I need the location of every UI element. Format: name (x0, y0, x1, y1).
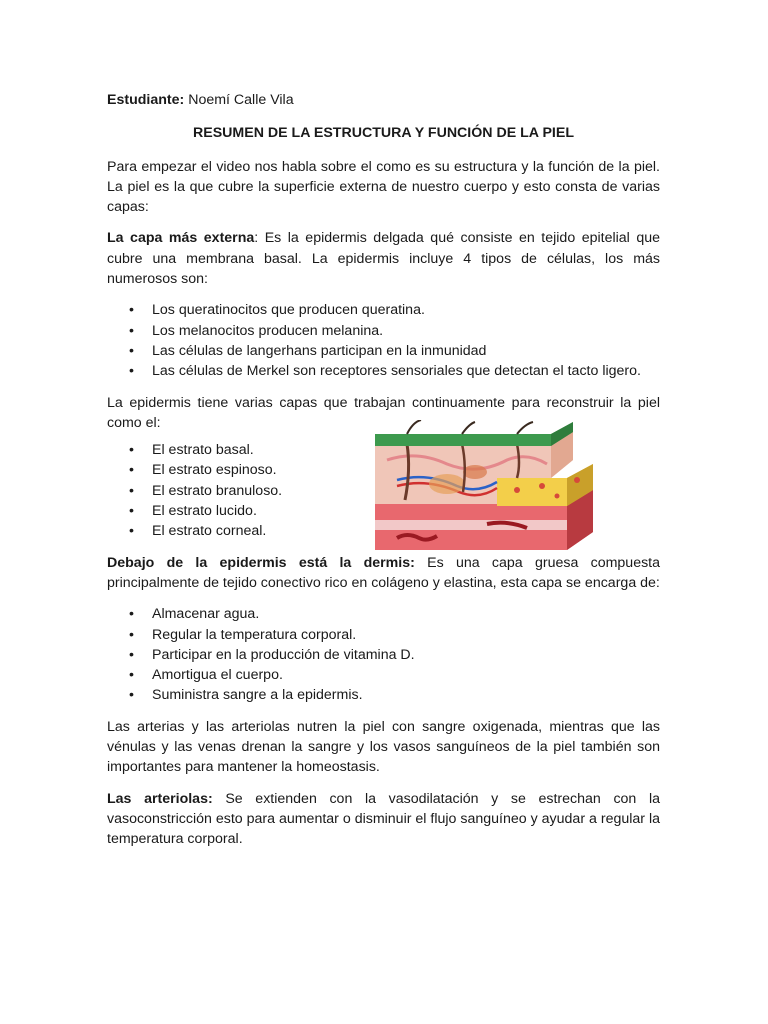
arterioles-paragraph (107, 789, 660, 850)
intro-paragraph: Para empezar el video nos habla sobre el como es su estructura y la función de la piel. La piel es la que cubre la superficie externa de nuestro cuerpo y esto consta de varias capas: (107, 158, 660, 216)
cell-types-list (107, 300, 660, 381)
student-label: Estudiante: (107, 92, 185, 108)
dermis-text: Es una capa gruesa compuesta principalmente de tejido conectivo rico en colágeno y elastina, esta capa se encarga de: (107, 554, 661, 591)
list-item: • Participar en la producción de vitamina D. (107, 645, 660, 665)
student-name: Noemí Calle Vila (184, 92, 294, 108)
list-item: • Los melanocitos producen melanina. (107, 321, 660, 341)
list-item: • Las células de Merkel son receptores sensoriales que detectan el tacto ligero. (107, 361, 660, 381)
list-item: • El estrato espinoso. (107, 460, 337, 480)
epidermis-layers-intro: La epidermis tiene varias capas que trabajan continuamente para reconstruir la piel como el: (107, 394, 660, 431)
document-title: RESUMEN DE LA ESTRUCTURA Y FUNCIÓN DE LA PIEL (193, 125, 574, 142)
skin-cross-section-icon (367, 420, 593, 554)
list-item: • Los queratinocitos que producen queratina. (107, 300, 660, 320)
dermis-functions-list (107, 604, 660, 705)
outer-layer-text: : Es la epidermis delgada qué consiste en tejido epitelial que cubre una membrana basal. La epidermis incluye 4 tipos de células, los más numerosos son: (107, 230, 660, 288)
epidermis-layers-list (107, 440, 337, 541)
list-item: • El estrato basal. (107, 440, 337, 460)
list-item: • El estrato corneal. (107, 521, 337, 541)
student-line (107, 90, 660, 110)
arteries-paragraph: Las arterias y las arteriolas nutren la piel con sangre oxigenada, mientras que las vénulas y las venas drenan la sangre y los vasos sanguíneos de la piel también son importantes para mantener la homeostasis. (107, 718, 660, 776)
list-item: • Suministra sangre a la epidermis. (107, 685, 660, 705)
list-item: • Amortigua el cuerpo. (107, 665, 660, 685)
outer-layer-paragraph (107, 228, 660, 289)
list-item: • Regular la temperatura corporal. (107, 625, 660, 645)
outer-layer-heading: La capa más externa (107, 230, 255, 247)
arterioles-text: Se extienden con la vasodilatación y se estrechan con la vasoconstricción esto para aumentar o disminuir el flujo sanguíneo y ayudar a regular la temperatura corporal. (107, 790, 660, 848)
dermis-heading: Debajo de la epidermis está la dermis: (107, 554, 415, 571)
list-item: • Las células de langerhans participan en la inmunidad (107, 341, 660, 361)
arterioles-heading: Las arteriolas: (107, 790, 213, 807)
list-item: • El estrato branuloso. (107, 481, 337, 501)
list-item: • Almacenar agua. (107, 604, 660, 624)
dermis-paragraph (107, 553, 660, 594)
list-item: • El estrato lucido. (107, 501, 337, 521)
